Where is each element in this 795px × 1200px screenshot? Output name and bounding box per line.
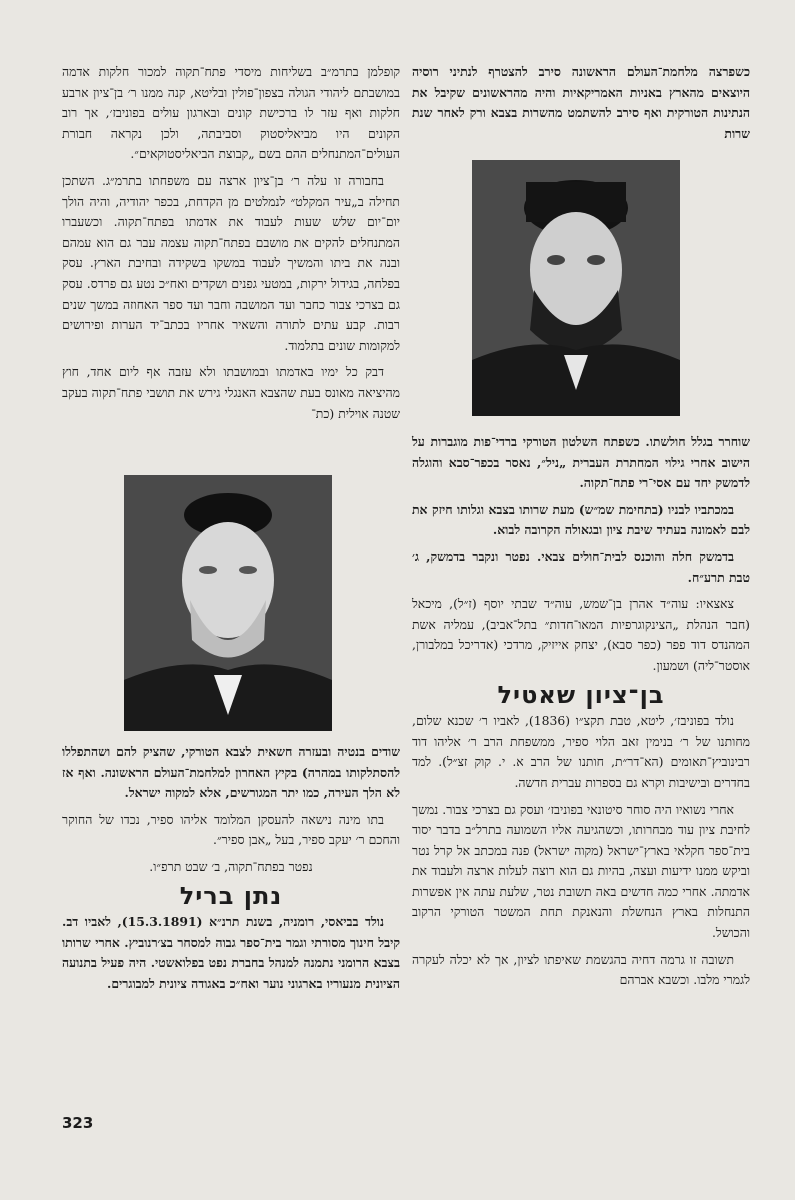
paragraph: אחרי נשואיו היה סוחר סיטונאי בפוניבז׳ ועסק גם בצרכי צבור. נמשך לחיבת ציון עוד מבחרותו, וכשהגיעה אליו השמועה בתרל״ב בדבר יסוד בית־ספר חקלאי בארץ־ישראל (מקוה ישראל) פנה במכתב אל קרל נטר וביקש ממנו ידיעות ועצה, בהיות גם הוא רוצה לעלות ארצה ולעבוד את אדמתה. אחרי כמה חדשים באה תשובת נטר, שלעת עתה אין אפשרות התנחלות בארץ הנחשלת והנאנקת תחת המשטר הטורקי הרקוב והכושל. — [412, 801, 750, 941]
paragraph: דבק כל ימיו באדמתו ובמושבתו ולא עזבה אף ליום אחד, חוץ מהיציאה מאונס בעת שהצבא האנגלי גירש את תושבי פתח־תקוה בעקב שטנה אוילית (כת־ — [62, 364, 400, 421]
paragraph: נולד בפוניבז׳, ליטא, טבת תקצ״ו (1836), לאביו ר׳ שכנא שלום, מחותנו של ר׳ בנימין זאב הלוי ספיר, ממשפחת הרב ר׳ אליהו דוד רבינוביץ־תאומים (הא־דר״ת, חותנו של הרב א. י. קוק זצ״ל). למד בחדרים ובישיבות וקרא גם בספרות עברית חדשה. — [412, 713, 750, 790]
paragraph: בתו מינה נישאה להעסקן המלומד אליהו ספיר, נכדו של החוקר והחכם ר׳ יעקב ספיר, בעל „אבן ספיר״. — [62, 811, 400, 848]
section-title-ben-zion: בן־ציון שאטיל — [497, 680, 665, 709]
descendants-paragraph: צאצאיו: עוה״ד אהרן בן־שמש, עוה״ד שבתי יוסף (ז״ל), מיכאל (חבר הנהלת „הצינקוגרפיות המאו־חדות״ בתל־אביב), עמליה אשת המהנדס דוד פפר (כפר סבא), יצחק אייזיק, מרדכי (אדריכל במלבורן, אוסטר־ליה) ושמעון. — [412, 596, 750, 673]
left-column-top — [62, 62, 400, 430]
death-date-line: נפטר בפתח־תקוה, ב׳ שבט תרפ״ו. — [149, 858, 313, 874]
portrait-photo-ben-zion — [472, 160, 680, 416]
page-number: 323 — [62, 1114, 94, 1132]
paragraph: במכתביו לבניו (בתחימת שמ״ש) מעת שרותו בצבא וגלותו חיזק את לבם לאמונה בעתיד שיבת ציון ובגאולה הקרובה לבוא. — [412, 501, 750, 538]
right-column-bottom — [412, 432, 750, 997]
right-column-top — [412, 62, 750, 150]
portrait-elder-man-image — [124, 475, 332, 731]
paragraph: שודים בנטיה ובעזרה חשאית לצבא הטורקי, שהציק להם ושהתפללו להסתלקותו במהרה) בקיץ האחרון למלחמת־העולם הראשונה. ואף אז לא הלך העירה, כמו יתר המגורשים, אלא למקוה ישראל. — [62, 744, 400, 801]
paragraph: נולד בביאסי, רומניה, בשנת תרנ״א (15.3.1891), לאביו דב. קיבל חינוך מסורתי וגמר בית־ספר גבוה למסחר בצ׳רנוביץ. אחרי שרותו בצבא הרומני נתמנה למנהל בחברת נפט בפלואשטי. היה פעיל בתנועה הציונית מנעוריו בארגוני נוער ואח״כ באגודה ציונית למבוגרים. — [62, 914, 400, 991]
paragraph: כשפרצה מלחמת־העולם הראשונה סירב להצטרף לנתיני רוסיה היוצאים מהארץ באניות האמריקאיות והיה מהראשונים שקיבל את הנתינות הטורקית ואף סירב להשתמט מהשרות בצבא ורק לאחר שנת שרות — [412, 64, 750, 141]
paragraph: שוחרר בגלל חולשתו. כשפתח השלטון הטורקי ברדי־פות מוגברות על הישוב אחרי גילוי המחתרת העברית „ניל״, נאסר בכפר־סבא והוגלה לדמשק יחד עם אסי־רי פתח־תקוה. — [412, 434, 750, 491]
paragraph: תשובה זו גרמה דחיה בהגשמת שאיפתו לציון, אך לא יכלה לעקרה לגמרי מלבו. וכשבא אברהם — [412, 951, 750, 988]
paragraph: בדמשק חלה והוכנס לבית־חולים צבאי. נפטר ונקבר בדמשק, ג׳ טבת תרע״ח. — [412, 548, 750, 585]
paragraph: בחבורה זו עלה ר׳ בן־ציון ארצה עם משפחתו בתרמ״ג. השתכן תחילה ב„עיר המקלט״ לנמלטים מן הקדחת, בכפר יהודיה, והיה הולך יום־יום שלש שעות לעבוד את אדמתו בפתח־תקוה. וכשעברו המתנחלים להקים את מושבם בפתח־תקוה עצמה עבר גם הוא עמהם ובנה את ביתו והמשיך לעבוד במשקו בשקידה ובחיבת הארץ. עסק בפלחה, בגידול ירקות, במטעי גפנים ושקדים ואח״כ נטע גם פרדס. עסק גם בצרכי צבור כחבר ועד המושבה וחבר ועד ספר האחוזה במשך שנים רבות. קבע עתים לתורה והשאיר אחריו בכתב־יד הערות ופירושים למקומות שונים בתלמוד. — [62, 172, 400, 353]
portrait-photo-elder — [124, 475, 332, 731]
left-column-bottom — [62, 742, 400, 1001]
section-title-natan: נתן בריל — [179, 881, 283, 910]
portrait-young-man-image — [472, 160, 680, 416]
paragraph: קופלמן בתרמ״ב בשליחות מיסדי פתח־תקוה למכור חלקות אדמה במושבתם ליהודי הגולה בצפון־פולין ובליטא, קנה ממנו ר׳ בן־ציון ארבע חלקות ואף עזר לו ברכישת קונים ובארגון עולים בפוניבז׳, אך רוב הקונים היו מביאליסטוק וסביבתה, ולכן נקראה חבורת העולים־המתנחלים ההם בשם „קבוצת הביאליסטוקאים״. — [62, 64, 400, 162]
